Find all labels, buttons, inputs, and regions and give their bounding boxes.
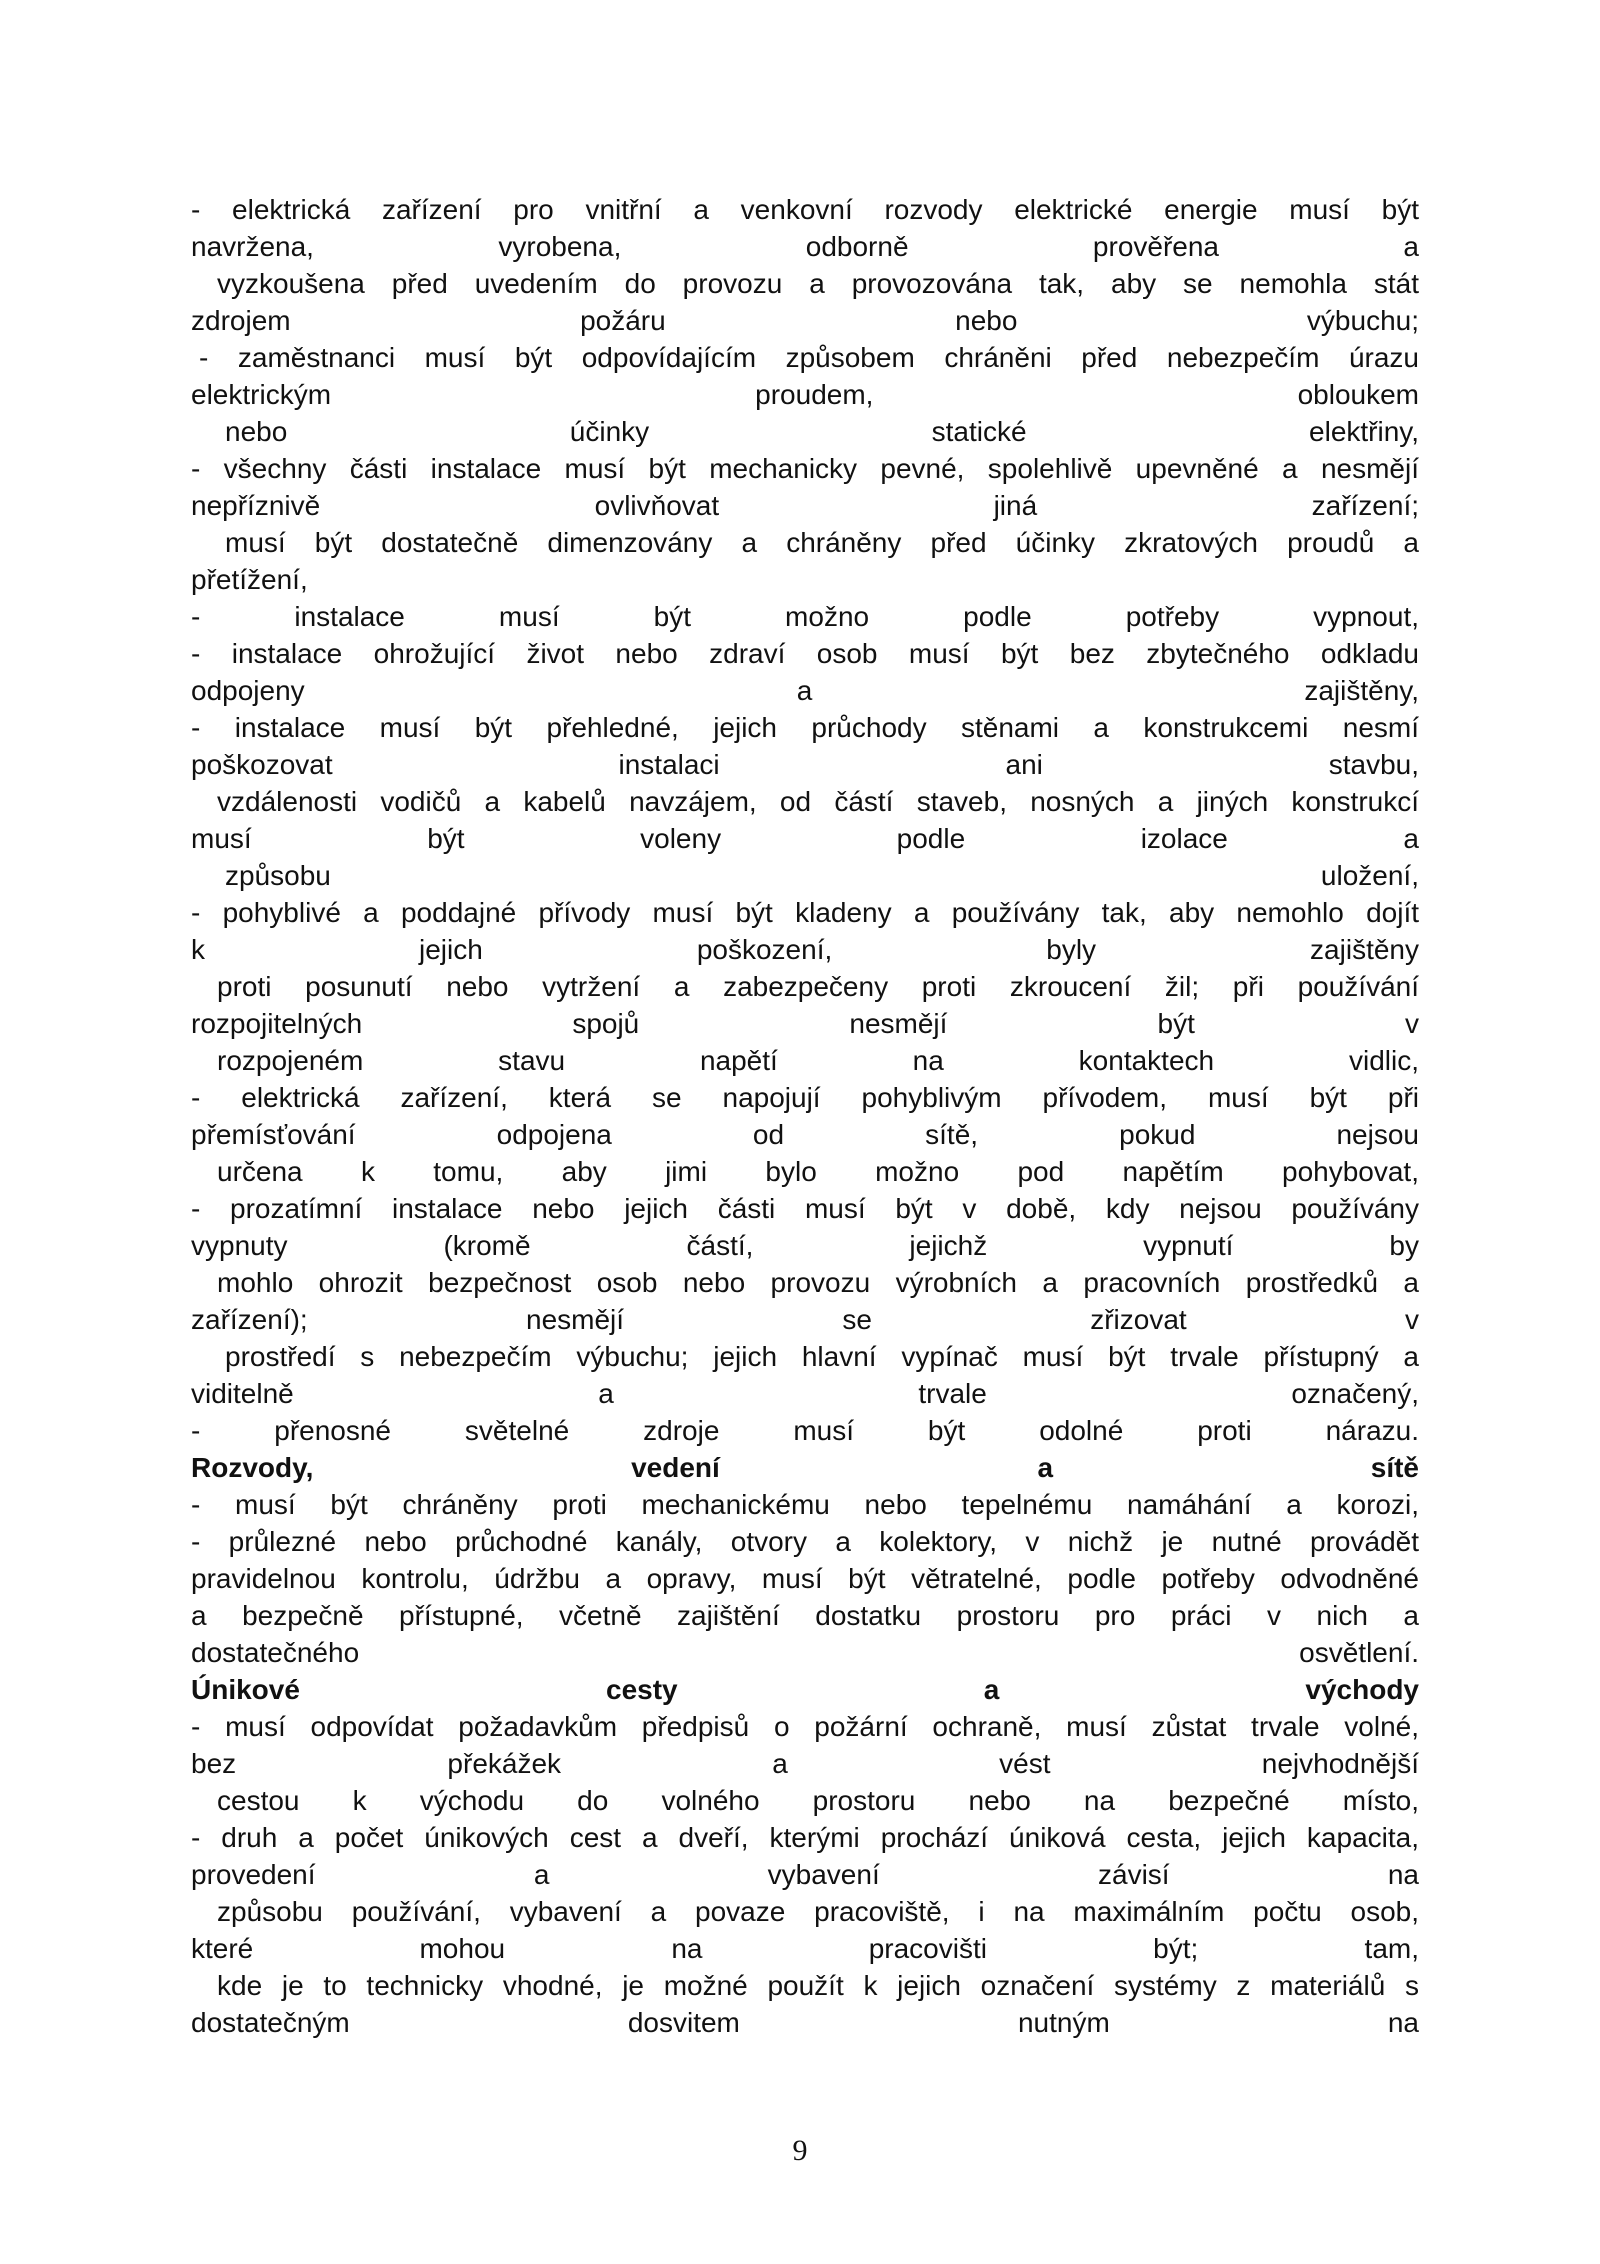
text-line: - zaměstnanci musí být odpovídajícím způsobem chráněni před nebezpečím úrazu (199, 342, 1419, 373)
text-line: - přenosné světelné zdroje musí být odolné proti nárazu. (191, 1415, 1419, 1446)
text-line: musí být voleny podle izolace a (191, 823, 1419, 854)
section-heading: Rozvody, vedení a sítě (191, 1452, 1419, 1483)
text-line: - elektrická zařízení pro vnitřní a venkovní rozvody elektrické energie musí být (191, 194, 1419, 225)
text-line: přemísťování odpojena od sítě, pokud nejsou (191, 1119, 1419, 1150)
text-line: - prozatímní instalace nebo jejich části musí být v době, kdy nejsou používány (191, 1193, 1419, 1224)
text-line: přetížení, (191, 564, 308, 595)
text-line: musí být dostatečně dimenzovány a chráněny před účinky zkratových proudů a (225, 527, 1419, 558)
text-line: - instalace ohrožující život nebo zdraví osob musí být bez zbytečného odkladu (191, 638, 1419, 669)
text-line: - musí být chráněny proti mechanickému nebo tepelnému namáhání a korozi, (191, 1489, 1419, 1520)
text-line: dostatečným dosvitem nutným na (191, 2007, 1419, 2038)
text-line: - všechny části instalace musí být mechanicky pevné, spolehlivě upevněné a nesmějí (191, 453, 1419, 484)
text-line: proti posunutí nebo vytržení a zabezpečeny proti zkroucení žil; při používání (217, 971, 1419, 1002)
text-line: zdrojem požáru nebo výbuchu; (191, 305, 1419, 336)
text-line: určena k tomu, aby jimi bylo možno pod napětím pohybovat, (217, 1156, 1419, 1187)
text-line: - druh a počet únikových cest a dveří, kterými prochází úniková cesta, jejich kapacita, (191, 1822, 1419, 1853)
text-line: vyzkoušena před uvedením do provozu a provozována tak, aby se nemohla stát (217, 268, 1419, 299)
text-line: navržena, vyrobena, odborně prověřena a (191, 231, 1419, 262)
text-line: kde je to technicky vhodné, je možné použít k jejich označení systémy z materiálů s (217, 1970, 1419, 2001)
text-line: vzdálenosti vodičů a kabelů navzájem, od částí staveb, nosných a jiných konstrukcí (217, 786, 1419, 817)
text-line: které mohou na pracovišti být; tam, (191, 1933, 1419, 1964)
text-line: - elektrická zařízení, která se napojují pohyblivým přívodem, musí být při (191, 1082, 1419, 1113)
text-line: nebo účinky statické elektřiny, (225, 416, 1419, 447)
text-line: - pohyblivé a poddajné přívody musí být kladeny a používány tak, aby nemohlo dojít (191, 897, 1419, 928)
text-line: způsobu používání, vybavení a povaze pracoviště, i na maximálním počtu osob, (217, 1896, 1419, 1927)
text-line: rozpojeném stavu napětí na kontaktech vidlic, (217, 1045, 1419, 1076)
text-line: vypnuty (kromě částí, jejichž vypnutí by (191, 1230, 1419, 1261)
text-line: bez překážek a vést nejvhodnější (191, 1748, 1419, 1779)
section-heading: Únikové cesty a východy (191, 1674, 1419, 1705)
text-line: rozpojitelných spojů nesmějí být v (191, 1008, 1419, 1039)
text-line: způsobu uložení, (225, 860, 1419, 891)
text-line: pravidelnou kontrolu, údržbu a opravy, musí být větratelné, podle potřeby odvodněné (191, 1563, 1419, 1594)
text-line: - instalace musí být možno podle potřeby vypnout, (191, 601, 1419, 632)
text-line: dostatečného osvětlení. (191, 1637, 1419, 1668)
text-line: nepříznivě ovlivňovat jiná zařízení; (191, 490, 1419, 521)
text-line: elektrickým proudem, obloukem (191, 379, 1419, 410)
text-line: poškozovat instalaci ani stavbu, (191, 749, 1419, 780)
text-line: - instalace musí být přehledné, jejich průchody stěnami a konstrukcemi nesmí (191, 712, 1419, 743)
text-line: - průlezné nebo průchodné kanály, otvory a kolektory, v nichž je nutné provádět (191, 1526, 1419, 1557)
body-text (191, 191, 1419, 2041)
text-line: k jejich poškození, byly zajištěny (191, 934, 1419, 965)
page-number: 9 (792, 2134, 808, 2167)
text-line: - musí odpovídat požadavkům předpisů o požární ochraně, musí zůstat trvale volné, (191, 1711, 1419, 1742)
text-line: zařízení); nesmějí se zřizovat v (191, 1304, 1419, 1335)
text-line: prostředí s nebezpečím výbuchu; jejich hlavní vypínač musí být trvale přístupný a (225, 1341, 1419, 1372)
text-line: provedení a vybavení závisí na (191, 1859, 1419, 1890)
text-line: a bezpečně přístupné, včetně zajištění dostatku prostoru pro práci v nich a (191, 1600, 1419, 1631)
text-line: cestou k východu do volného prostoru nebo na bezpečné místo, (217, 1785, 1419, 1816)
text-line: mohlo ohrozit bezpečnost osob nebo provozu výrobních a pracovních prostředků a (217, 1267, 1419, 1298)
text-line: odpojeny a zajištěny, (191, 675, 1419, 706)
text-line: viditelně a trvale označený, (191, 1378, 1419, 1409)
